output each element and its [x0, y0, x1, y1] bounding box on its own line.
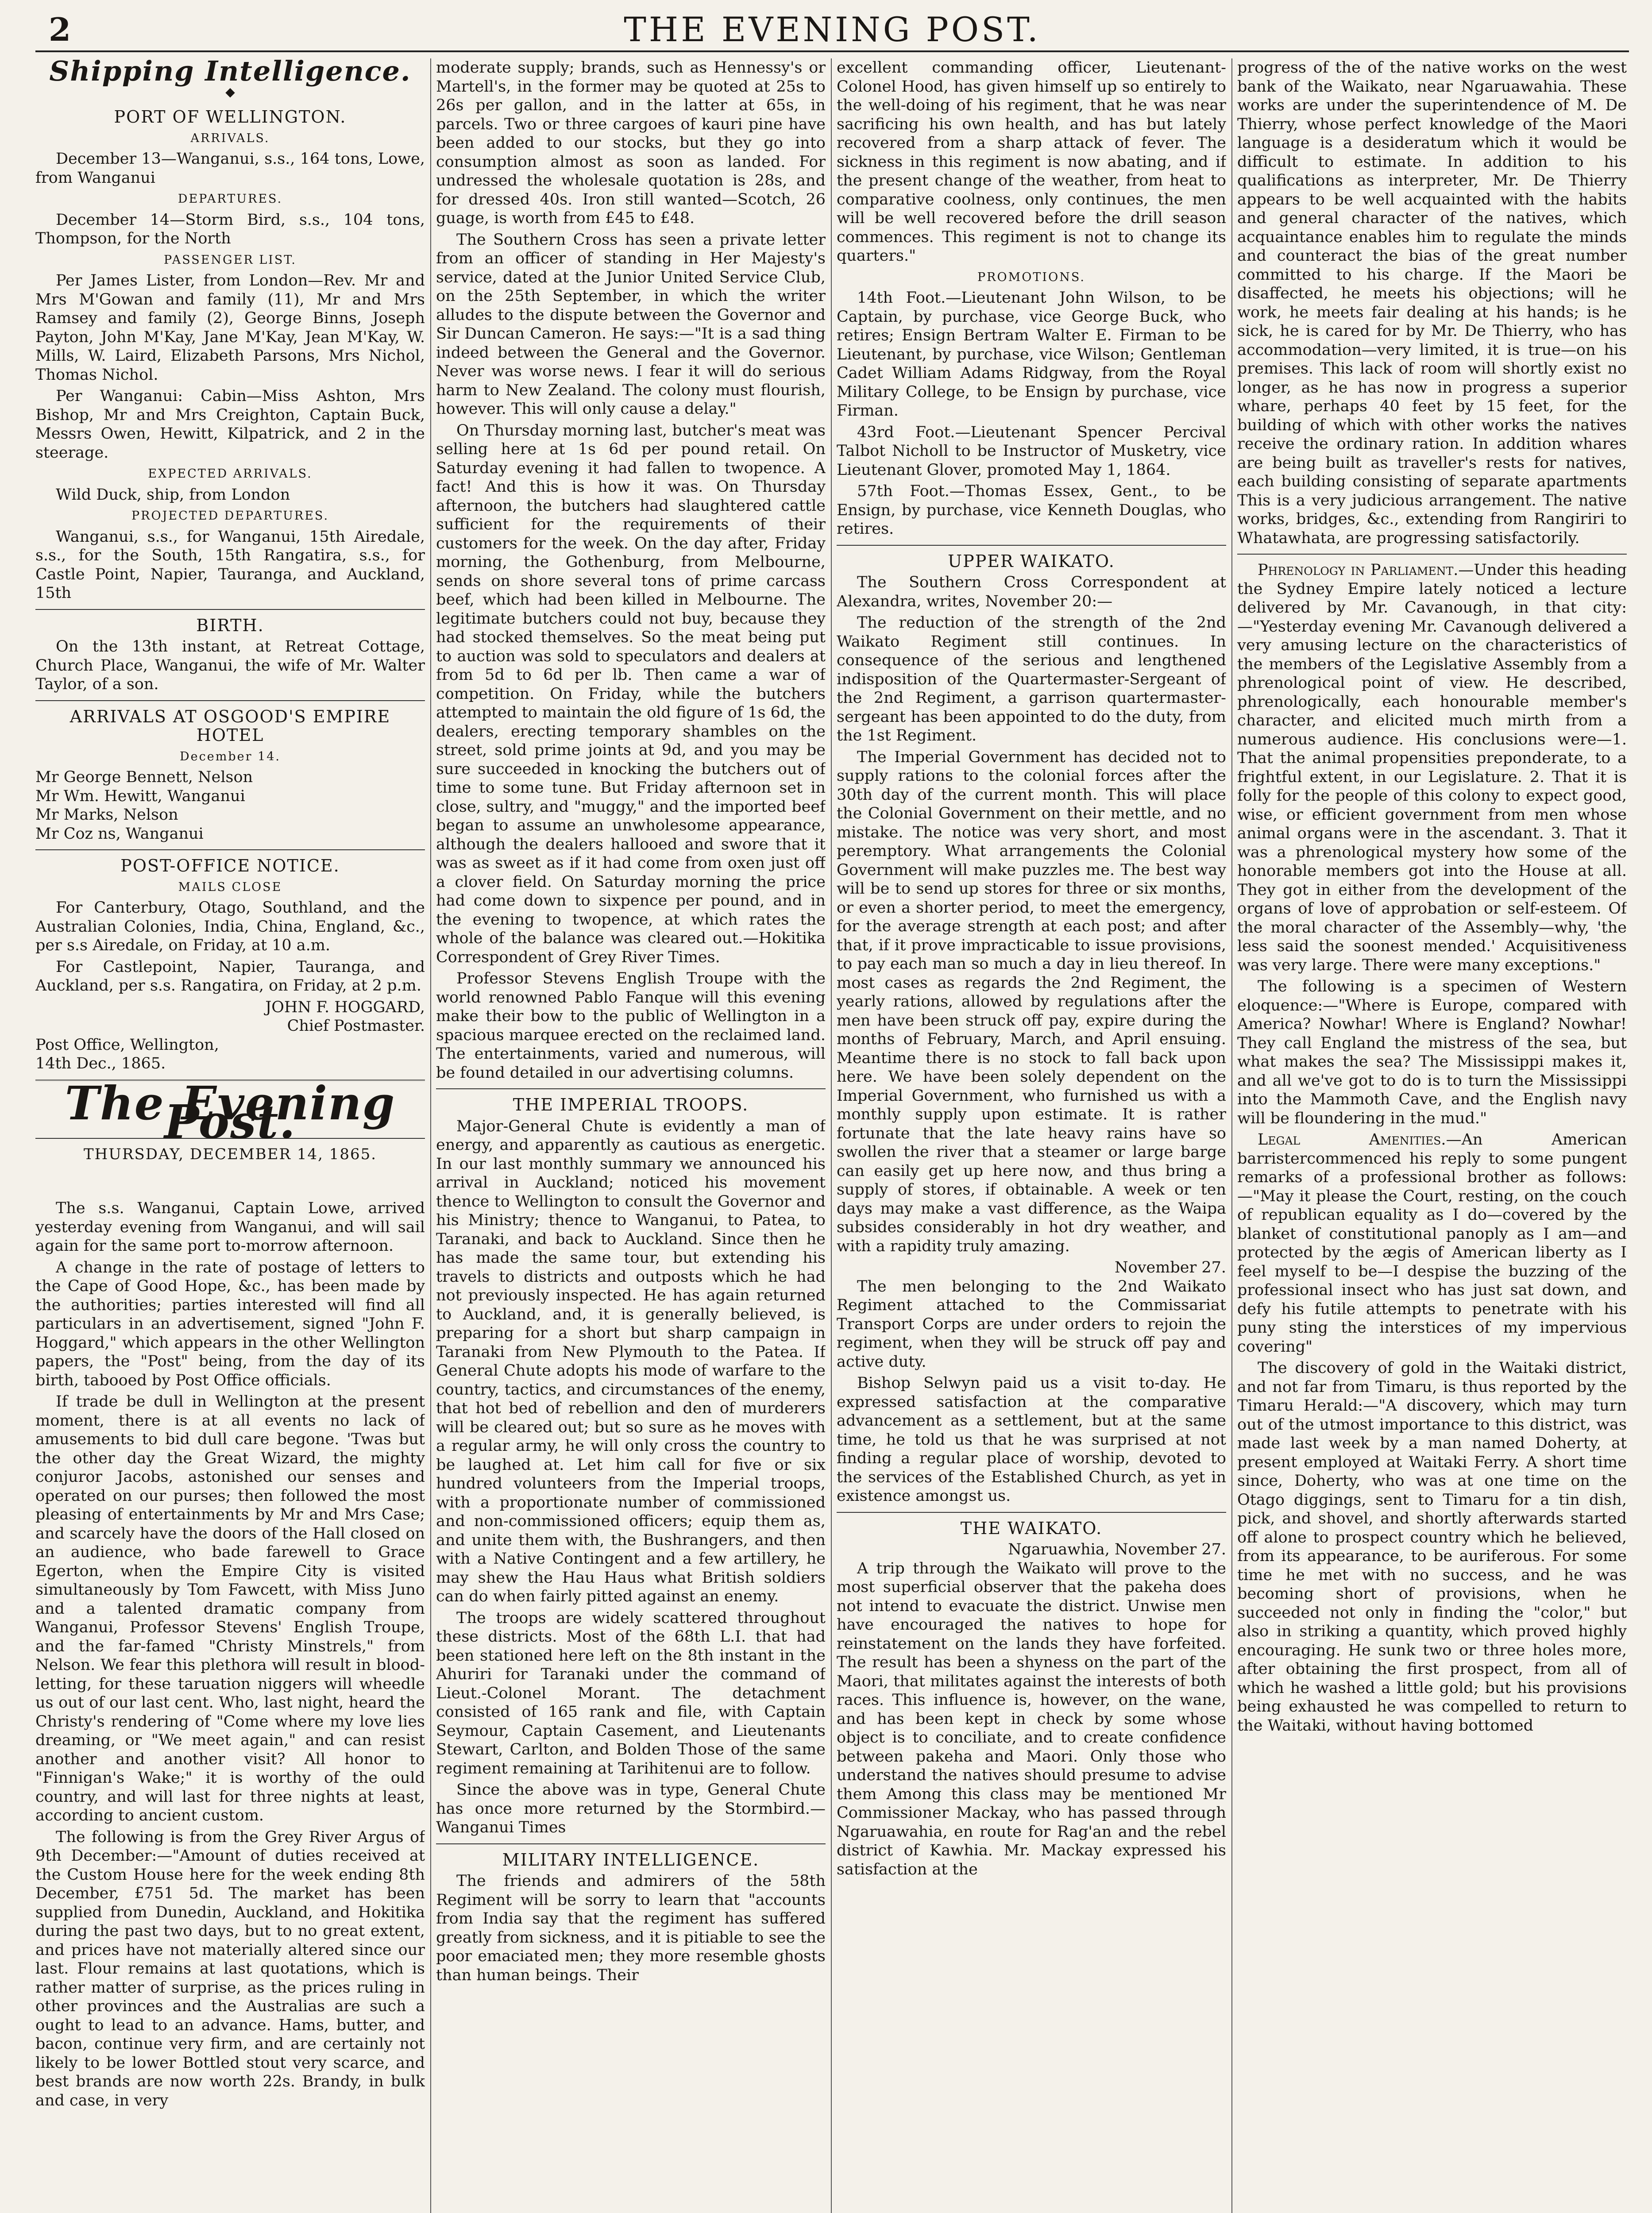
- mails-label: MAILS CLOSE: [178, 880, 282, 894]
- hotel-guest: Mr Coz ns, Wanganui: [35, 825, 204, 843]
- article-paragraph: The reduction of the strength of the 2nd Waikato Regiment still continues. In consequence of the serious and lengthened indisposition of the Quartermaster-Sergeant of the 2nd Regiment, a garrison quartermaster-sergeant has been appointed to do the duty, from the 1st Regiment.: [837, 614, 1226, 744]
- military-heading: MILITARY INTELLIGENCE.: [502, 1850, 760, 1870]
- hotel-date: December 14.: [179, 749, 281, 763]
- departures-text: December 14—Storm Bird, s.s., 104 tons, Thompson, for the North: [35, 211, 425, 247]
- divider: [436, 1843, 826, 1844]
- waikato-heading: THE WAIKATO.: [960, 1518, 1103, 1538]
- upper-waikato-heading: UPPER WAIKATO.: [948, 551, 1115, 571]
- signature-date: 14th Dec., 1865.: [35, 1055, 166, 1072]
- column-3: [837, 58, 1226, 2213]
- projected-text: Wanganui, s.s., for Wanganui, 15th Airedale, s.s., for the South, 15th Rangatira, s.s., for Castle Point, Napier, Tauranga, and Auckland, 15th: [35, 528, 425, 602]
- newspaper-title: THE EVENING POST.: [624, 10, 1041, 49]
- arrivals-label: ARRIVALS.: [190, 131, 270, 145]
- column-rule: [1231, 58, 1232, 2213]
- birth-heading: BIRTH.: [196, 615, 264, 635]
- article-paragraph: The troops are widely scattered throughout these districts. Most of the 68th L.I. that had been stationed here left on the 8th instant in the Ahuriri for Taranaki under the command of Lieut.-Colonel Morant. The detachment consisted of 165 rank and file, with Captain Seymour, Captain Casement, and Lieutenants Stewart, Carlton, and Bolden Those of the same regiment remaining at Tarihitenui are to follow.: [436, 1609, 826, 1777]
- article-paragraph: If trade be dull in Wellington at the present moment, there is at all events no lack of amusements to bid dull care begone. 'Twas but the other day the Great Wizard, the mighty conjuror Jacobs, astonished our senses and operated on our purses; then followed the most pleasing of entertainments by Mr and Mrs Case; and scarcely have the doors of the Hall closed on an audience, who bade farewell to Grace Egerton, when the Empire City is visited simultaneously by Tom Fawcett, with Miss Juno and a talented dramatic company from Wanganui, Professor Stevens' English Troupe, and the far-famed "Christy Minstrels," from Nelson. We fear this plethora will result in blood-letting, for these taruation niggers will wheedle us out of our last cent. Who, last night, heard the Christy's rendering of "Come where my love lies dreaming, or "We meet again," and can resist another and another visit? All honor to "Finnigan's Wake;" it is worthy of the ould country, and will last for three nights at least, according to ancient custom.: [35, 1393, 425, 1824]
- article-paragraph: [1237, 1130, 1627, 1356]
- article-paragraph: The friends and admirers of the 58th Regiment will be sorry to learn that "accounts from India say that the regiment has suffered greatly from sickness, and it is pitiable to see the poor emaciated men; they more resemble ghosts than human beings. Their: [436, 1872, 826, 1984]
- article-paragraph: The Southern Cross Correspondent at Alexandra, writes, November 20:—: [837, 574, 1226, 610]
- column-1: [35, 58, 425, 2213]
- article-paragraph: 14th Foot.—Lieutenant John Wilson, to be Captain, by purchase, vice George Buck, who retires; Ensign Bertram Walter E. Firman to be Lieutenant, by purchase, vice Wilson; Gentleman Cadet William Adams Ridgway, from the Royal Military College, to be Ensign by purchase, vice Firman.: [837, 289, 1226, 420]
- port-heading: PORT OF WELLINGTON.: [114, 107, 347, 127]
- article-paragraph: Professor Stevens English Troupe with the world renowned Pablo Fanque will this evening make their bow to the public of Wellington in a spacious marquee erected on the reclaimed land. The entertainments, varied and numerous, will be found detailed in our advertising columns.: [436, 970, 826, 1082]
- page-header: [35, 6, 1629, 52]
- article-paragraph: Since the above was in type, General Chute has once more returned by the Stormbird.—Wanganui Times: [436, 1781, 826, 1836]
- passenger-list: Per James Lister, from London—Rev. Mr and Mrs M'Gowan and family (11), Mr and Mrs Ramsey and family (2), George Binns, Joseph Payton, John M'Kay, Jane M'Kay, Jean M'Kay, W. Mills, W. Laird, Elizabeth Parsons, Mrs Nichol, Thomas Nichol.: [35, 272, 425, 384]
- article-paragraph: 57th Foot.—Thomas Essex, Gent., to be Ensign, by purchase, vice Kenneth Douglas, who retires.: [837, 482, 1226, 538]
- article-paragraph: 43rd Foot.—Lieutenant Spencer Percival Talbot Nicholl to be Instructor of Musketry, vice Lieutenant Glover, promoted May 1, 1864.: [837, 423, 1226, 479]
- divider: [35, 609, 425, 610]
- divider: [35, 849, 425, 850]
- article-paragraph: Major-General Chute is evidently a man of energy, and apparently as cautious as energetic. In our last monthly summary we announced his arrival in Auckland; noticed his movement thence to Wellington to consult the Governor and his Ministry; thence to Wanganui, to Patea, to Taranaki, and back to Auckland. Since then he has made the same tour, but extending his travels to districts and outposts which he had not previously inspected. He has again returned to Auckland, and, it is generally believed, is preparing for a short but sharp campaign in Taranaki from New Plymouth to the Patea. If General Chute adopts his mode of warfare to the country, tactics, and circumstances of the enemy, that hot bed of rebellion and den of murderers will be cleared out; but so sure as he moves with a regular army, he will only cross the country to be laughed at. Let him call for five or six hundred volunteers from the Imperial troops, with a proportionate number of commissioned and non-commissioned officers; equip them as, and unite them with, the Bushrangers, and then with a Native Contingent and a few artillery, he may shew the Hau Haus what British soldiers can do when fairly pitted against an enemy.: [436, 1117, 826, 1605]
- article-lead: Legal Amenities.: [1258, 1131, 1446, 1149]
- article-body: —An American barristercommenced his reply to some pungent remarks of a professional brother as follows:—"May it please the Court, resting, on the couch of republican equality as I do—covered by the blanket of constitutional panoply as I am—and protected by the ægis of American liberty as I feel myself to be—I despise the buzzing of the professional insect who has just sat down, and defy his futile attempts to penetrate with his puny sting the interstices of my impervious covering": [1237, 1131, 1627, 1356]
- article-paragraph: The following is from the Grey River Argus of 9th December:—"Amount of duties received at the Custom House here for the week ending 8th December, £751 5d. The market has been supplied from Dunedin, Auckland, and Hokitika during the past two days, but to no great extent, and prices have not materially altered since our last. Flour remains at last quotations, which is rather matter of surprise, as the prices ruling in other provinces and the Australias are such a ought to lead to an advance. Hams, butter, and bacon, continue very firm, and are certainly not likely to be lower Bottled stout very scarce, and best brands are now worth 22s. Brandy, in bulk and case, in very: [35, 1828, 425, 2109]
- promotions-label: PROMOTIONS.: [977, 270, 1085, 284]
- departures-label: DEPARTURES.: [178, 192, 283, 206]
- ornament: ◆: [225, 84, 235, 99]
- hotel-guest: Mr George Bennett, Nelson: [35, 768, 253, 786]
- expected-label: EXPECTED ARRIVALS.: [148, 467, 313, 481]
- article-dateline: Ngaruawhia, November 27.: [1008, 1541, 1226, 1558]
- postoffice-heading: POST-OFFICE NOTICE.: [120, 856, 340, 875]
- page-number: 2: [49, 11, 71, 48]
- article-paragraph: [1237, 561, 1627, 975]
- divider: [35, 700, 425, 701]
- article-paragraph: A trip through the Waikato will prove to the most superficial observer that the pakeha does not intend to evacuate the district. Unwise men have encouraged the natives to hope for reinstatement on the lands they have forfeited. The result has been a shyness on the part of the Maori, that militates against the interests of both races. This influence is, however, on the wane, and has been kept in check by some whose object is to conciliate, and to create confidence between pakeha and Maori. Only those who understand the natives should presume to advise them Among this class may be mentioned Mr Commissioner Mackay, who has passed through Ngaruawahia, en route for Rag'an and the rebel district of Kawhia. Mr. Mackay expressed his satisfaction at the: [837, 1559, 1226, 1878]
- article-paragraph: The Southern Cross has seen a private letter from an officer of standing in Her Majesty's service, dated at the Junior United Service Club, on the 25th September, in which the writer alludes to the dispute between the Governor and Sir Duncan Cameron. He says:—"It is a sad thing indeed between the General and the Governor. Never was worse news. I fear it will do serious harm to New Zealand. The colony must flourish, however. This will only cause a delay.": [436, 231, 826, 418]
- column-rule: [831, 58, 832, 2213]
- passenger-label: PASSENGER LIST.: [164, 253, 297, 267]
- divider: [837, 1512, 1226, 1513]
- divider: [837, 545, 1226, 546]
- article-paragraph: The men belonging to the 2nd Waikato Regiment attached to the Commissariat Transport Corps are under orders to rejoin the regiment, when they will be struck off pay and active duty.: [837, 1277, 1226, 1371]
- mails-text: For Canterbury, Otago, Southland, and the Australian Colonies, India, China, England, &c., per s.s Airedale, on Friday, at 10 a.m.: [35, 899, 425, 954]
- article-paragraph: The following is a specimen of Western eloquence:—"Where is Europe, compared with America? Nowhar! Where is England? Nowhar! They call England the mistress of the sea, but what makes the sea? The Mississippi makes it, and all we've got to do is to turn the Mississippi into the Mammoth Cave, and the English navy will be floundering in the mud.": [1237, 978, 1627, 1127]
- mails-text: For Castlepoint, Napier, Tauranga, and Auckland, per s.s. Rangatira, on Friday, at 2 p.m.: [35, 958, 425, 995]
- article-paragraph: The s.s. Wanganui, Captain Lowe, arrived yesterday evening from Wanganui, and will sail again for the same port to-morrow afternoon.: [35, 1199, 425, 1255]
- article-paragraph: On Thursday morning last, butcher's meat was selling here at 1s 6d per pound retail. On Saturday evening it had fallen to twopence. A fact! And this is how it was. On Thursday afternoon, the butchers had slaughtered cattle sufficient for the requirements of their customers for the week. On the day after, Friday morning, the Gothenburg, from Melbourne, sends on shore several tons of prime carcass beef, which had been killed in Melbourne. The legitimate butchers could not buy, because they had stocked themselves. So the meat being put to auction was sold to speculators and dealers at from 5d to 6d per lb. Then came a war of competition. On Friday, while the butchers attempted to maintain the old figure of 1s 6d, the dealers, erecting temporary shambles on the street, sold prime joints at 9d, and you may be sure succeeded in knocking the butchers out of time to some tune. But Friday afternoon set in close, sultry, and "muggy," and the imported beef began to assume an unwholesome appearance, although the dealers hallooed and swore that it was as sweet as if it had come from oxen just off a clover field. On Saturday morning the price had come down to sixpence per pound, and in the evening to twopence, at which rates the whole of the balance was cleared out.—Hokitika Correspondent of Grey River Times.: [436, 421, 826, 966]
- signature-title: Chief Postmaster.: [287, 1017, 425, 1035]
- shipping-heading: Shipping Intelligence.: [49, 58, 411, 87]
- article-paragraph: A change in the rate of postage of letters to the Cape of Good Hope, &c., has been made by the authorities; parties interested will find all particulars in an advertisement, signed "John F. Hoggard," which appears in the other Wellington papers, the "Post" being, from the day of its birth, tabooed by Post Office officials.: [35, 1258, 425, 1389]
- article-paragraph: progress of the of the native works on the west bank of the Waikato, near Ngaruawahia. These works are under the superintendence of M. De Thierry, whose perfect knowledge of the Maori language is a desideratum which it would be difficult to estimate. In addition to his qualifications as interpreter, Mr. De Thierry appears to be well acquainted with the habits and general character of the natives, which acquaintance enables him to regulate the minds and counteract the bias of the great number committed to his charge. If the Maori be disaffected, he meets his objections; will he work, he meets fair dealing at his hands; is he sick, he is cared for by Mr. De Thierry, who has accommodation—very limited, it is true—on his premises. This lack of room will shortly exist no longer, as he has now in progress a superior whare, perhaps 40 feet by 15 feet, for the building of which with other works the natives receive the ordinary ration. In addition whares are being built as traveller's rests for natives, each building consisting of separate apartments This is a very judicious arrangement. The native works, bridges, &c., extending from Rangiriri to Whatawhata, are progressing satisfactorily.: [1237, 59, 1627, 547]
- divider: [436, 1088, 826, 1089]
- birth-notice: On the 13th instant, at Retreat Cottage, Church Place, Wanganui, the wife of Mr. Walter Taylor, of a son.: [35, 638, 425, 693]
- hotel-guest: Mr Wm. Hewitt, Wanganui: [35, 787, 245, 805]
- signature-place: Post Office, Wellington,: [35, 1036, 219, 1054]
- column-2: [436, 58, 826, 2213]
- issue-dateline: THURSDAY, DECEMBER 14, 1865.: [83, 1145, 377, 1163]
- hotel-guest: Mr Marks, Nelson: [35, 806, 178, 824]
- article-lead: Phrenology in Parliament.: [1258, 561, 1459, 579]
- article-paragraph: The Imperial Government has decided not to supply rations to the colonial forces after the 30th day of the current month. This will place the Colonial Government on their mettle, and no mistake. The notice was very short, and most peremptory. What arrangements the Colonial Government will make puzzles me. The best way will be to send up stores for three or six months, or even a shorter period, to meet the emergency, for the average strength at each post; and after that, if it prove impracticable to issue provisions, to pay each man so much a day in lieu thereof. In most cases as regards the 2nd Regiment, the yearly rations, allowed by regulations after the men have been struck off pay, expire during the months of February, March, and April ensuing. Meantime there is no stock to fall back upon here. We have been solely dependent on the Imperial Government, who furnished us with a monthly supply upon estimate. It is rather fortunate that the late heavy rains have so swollen the river that a steamer or large barge can easily get up here now, and thus bring a supply of stores, if obtainable. A week or ten days may make a vast difference, as the Waipa subsides considerably in hot dry weather, and with a rapidity truly amazing.: [837, 748, 1226, 1255]
- divider: [1237, 554, 1627, 555]
- expected-text: Wild Duck, ship, from London: [56, 486, 290, 504]
- article-paragraph: moderate supply; brands, such as Hennessy's or Martell's, in the former may be quoted at 25s to 26s per gallon, and in the latter at 65s, in parcels. Two or three cargoes of kauri pine have been added to our stocks, but they go into consumption almost as soon as landed. For undressed the wholesale quotation is 28s, and for dressed 40s. Iron still wanted—Scotch, 26 guage, is worth from £45 to £48.: [436, 59, 826, 227]
- hotel-heading: ARRIVALS AT OSGOOD'S EMPIRE HOTEL: [69, 706, 391, 745]
- article-date: November 27.: [1114, 1259, 1226, 1276]
- imperial-troops-heading: THE IMPERIAL TROOPS.: [513, 1095, 749, 1114]
- column-4: [1237, 58, 1627, 2213]
- signature-name: JOHN F. HOGGARD,: [265, 998, 425, 1016]
- column-rule: [430, 58, 431, 2213]
- passenger-list: Per Wanganui: Cabin—Miss Ashton, Mrs Bishop, Mr and Mrs Creighton, Captain Buck, Messrs Owen, Hewitt, Kilpatrick, and 2 in the steerage.: [35, 387, 425, 462]
- article-paragraph: excellent commanding officer, Lieutenant-Colonel Hood, has given himself up so entirely to the well-doing of his regiment, that he was near sacrificing his own health, and has but lately recovered from a sharp attack of fever. The sickness in this regiment is now abating, and if the present change of the weather, from heat to comparative coolness, only continues, the men will be well recovered before the drill season commences. This regiment is not to change its quarters.": [837, 59, 1226, 265]
- article-paragraph: The discovery of gold in the Waitaki district, and not far from Timaru, is thus reported by the Timaru Herald:—"A discovery, which may turn out of the utmost importance to this district, was made last week by a man named Doherty, at present employed at Waitaki Ferry. A short time since, Doherty, who was at one time on the Otago diggings, sent to Timaru for a tin dish, pick, and shovel, and shortly afterwards started off alone to prospect country which he believed, from its appearance, to be auriferous. For some time he met with no success, and he was becoming short of provisions, when he succeeded not only in finding the "color," but also in striking a quantity, which proved highly encouraging. He sunk two or three holes more, after obtaining the first prospect, from all of which he washed a little gold; but his provisions being exhausted he was compelled to return to the Waitaki, without having bottomed: [1237, 1359, 1627, 1735]
- projected-label: PROJECTED DEPARTURES.: [131, 509, 329, 523]
- arrivals-text: December 13—Wanganui, s.s., 164 tons, Lowe, from Wanganui: [35, 150, 425, 187]
- masthead-title: The Evening Post.: [65, 1076, 396, 1149]
- article-body: —Under this heading the Sydney Empire lately noticed a lecture delivered by Mr. Cavanough, in that city:—"Yesterday evening Mr. Cavanough delivered a very amusing lecture on the characteristics of the members of the Legislative Assembly from a phrenological point of view. He described, phrenologically, each honourable member's character, and elicited much mirth from a numerous audience. His conclusions were—1. That the animal propensities preponderate, to a frightful extent, in our Legislature. 2. That it is folly for the people of this colony to expect good, wise, or efficient government from men whose animal organs were in the ascendant. 3. That it was a phrenological mystery how some of the honorable members got into the House at all. They got in either from the development of the organs of love of approbation or self-esteem. Of the moral character of the Assembly—why, 'the less said the soonest mended.' Acquisitiveness was very large. There were many exceptions.": [1237, 561, 1627, 974]
- article-paragraph: Bishop Selwyn paid us a visit to-day. He expressed satisfaction at the comparative advancement as a settlement, but at the same time, he told us that he was surprised at not finding a regular place of worship, devoted to the services of the Established Church, as yet in existence amongst us.: [837, 1374, 1226, 1505]
